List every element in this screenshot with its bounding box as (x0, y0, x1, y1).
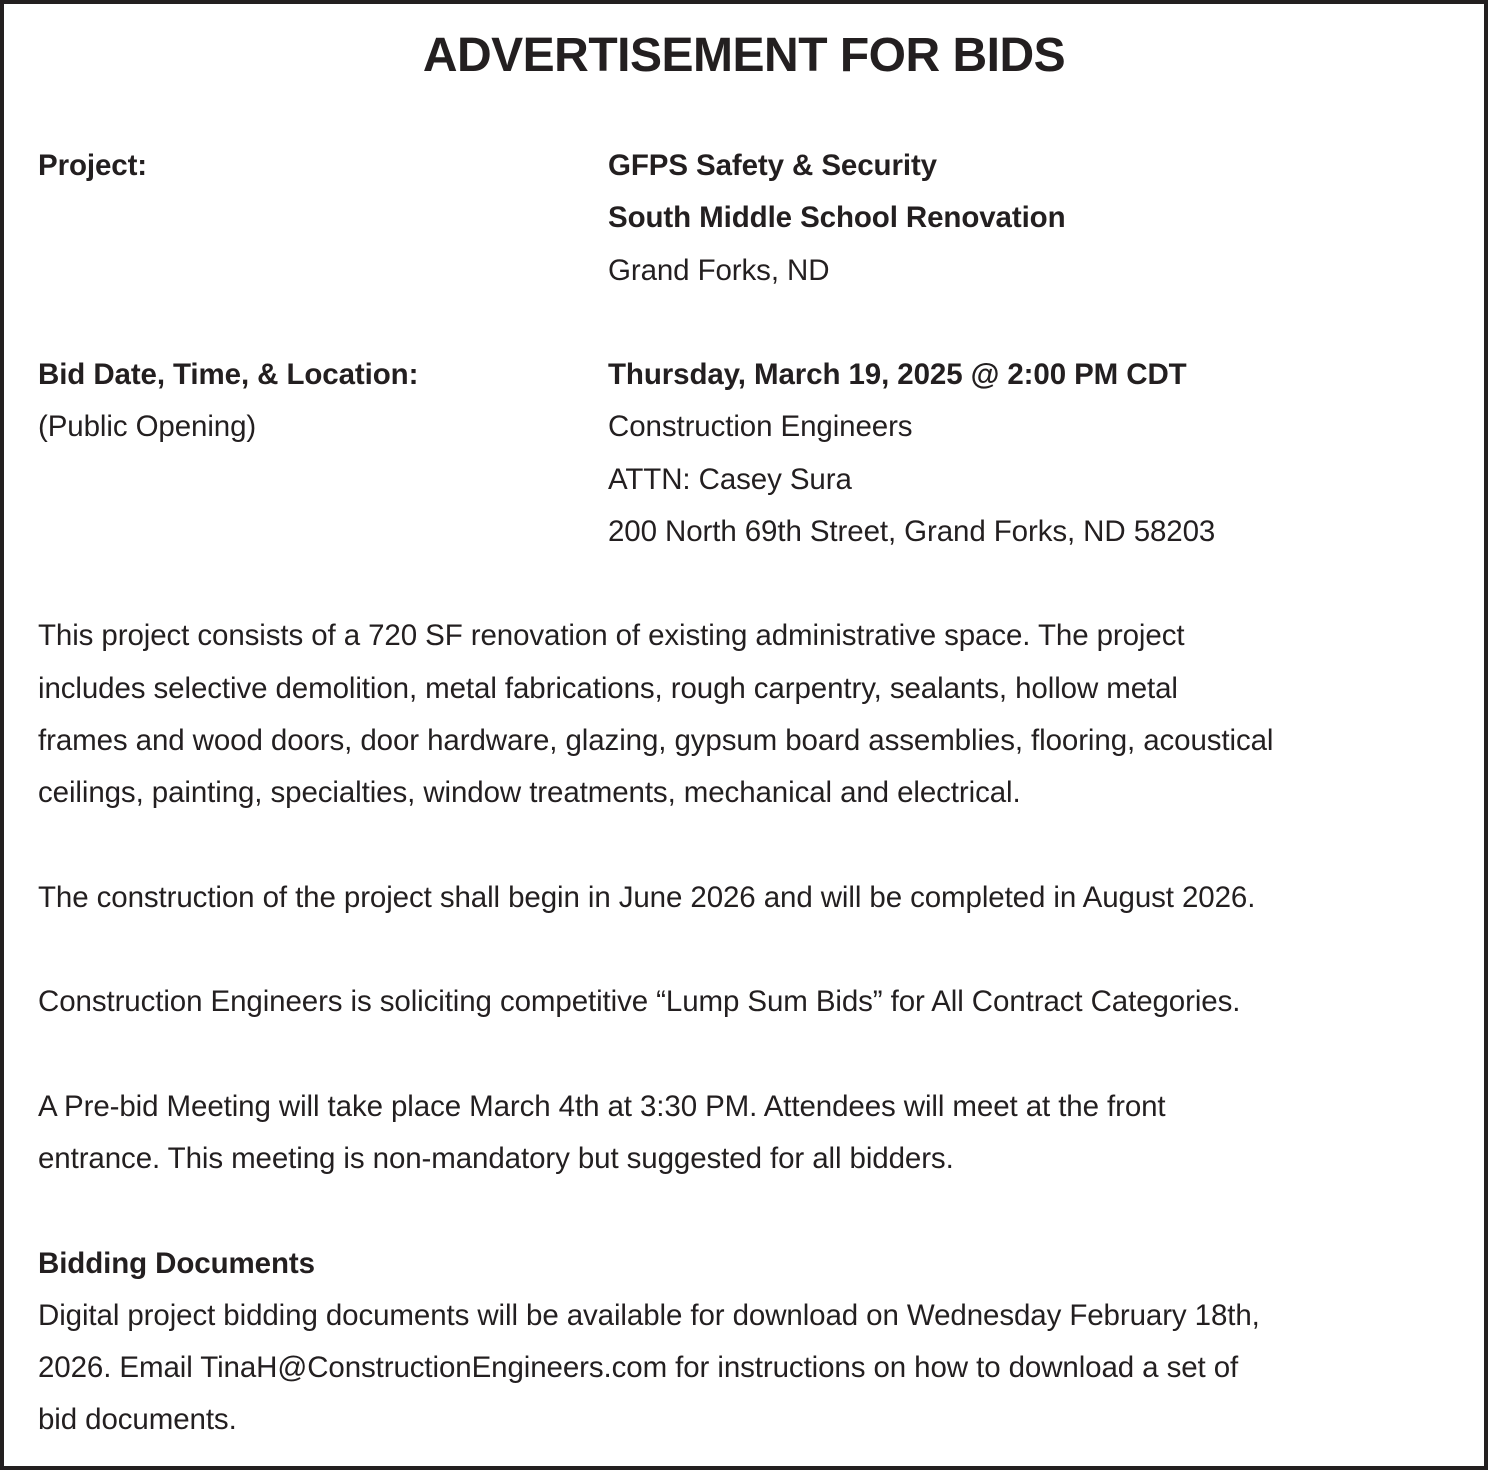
bid-label: Bid Date, Time, & Location: (38, 358, 419, 391)
bid-sublabel: (Public Opening) (38, 410, 257, 443)
bidding-documents-line: Digital project bidding documents will be available for download on Wednesday February 18th, (38, 1299, 1260, 1332)
bid-attn-line: ATTN: Casey Sura (608, 463, 852, 496)
project-location-line: Grand Forks, ND (608, 254, 830, 287)
ad-title: ADVERTISEMENT FOR BIDS (422, 29, 1066, 82)
prebid-line: entrance. This meeting is non-mandatory but suggested for all bidders. (38, 1142, 954, 1175)
bid-address-line: 200 North 69th Street, Grand Forks, ND 58203 (608, 515, 1216, 548)
schedule-paragraph: The construction of the project shall begin in June 2026 and will be completed in August 2026. (38, 881, 1256, 914)
scope-line: frames and wood doors, door hardware, glazing, gypsum board assemblies, flooring, acoustical (38, 724, 1274, 757)
project-subtitle-line: South Middle School Renovation (608, 201, 1066, 234)
project-name-line: GFPS Safety & Security (608, 149, 937, 182)
bidding-documents-heading: Bidding Documents (38, 1247, 315, 1280)
scope-line: This project consists of a 720 SF renovation of existing administrative space. The project (38, 619, 1185, 652)
scope-line: includes selective demolition, metal fabrications, rough carpentry, sealants, hollow metal (38, 672, 1178, 705)
scope-line: ceilings, painting, specialties, window treatments, mechanical and electrical. (38, 776, 1021, 809)
bidding-documents-line: 2026. Email TinaH@ConstructionEngineers.com for instructions on how to download a set of (38, 1351, 1239, 1384)
project-label: Project: (38, 149, 148, 182)
bidding-documents-line: bid documents. (38, 1403, 237, 1436)
prebid-line: A Pre-bid Meeting will take place March 4th at 3:30 PM. Attendees will meet at the front (38, 1090, 1166, 1123)
bid-datetime: Thursday, March 19, 2025 @ 2:00 PM CDT (608, 358, 1187, 391)
solicitation-paragraph: Construction Engineers is soliciting competitive “Lump Sum Bids” for All Contract Categories. (38, 985, 1241, 1018)
bid-location-line: Construction Engineers (608, 410, 913, 443)
